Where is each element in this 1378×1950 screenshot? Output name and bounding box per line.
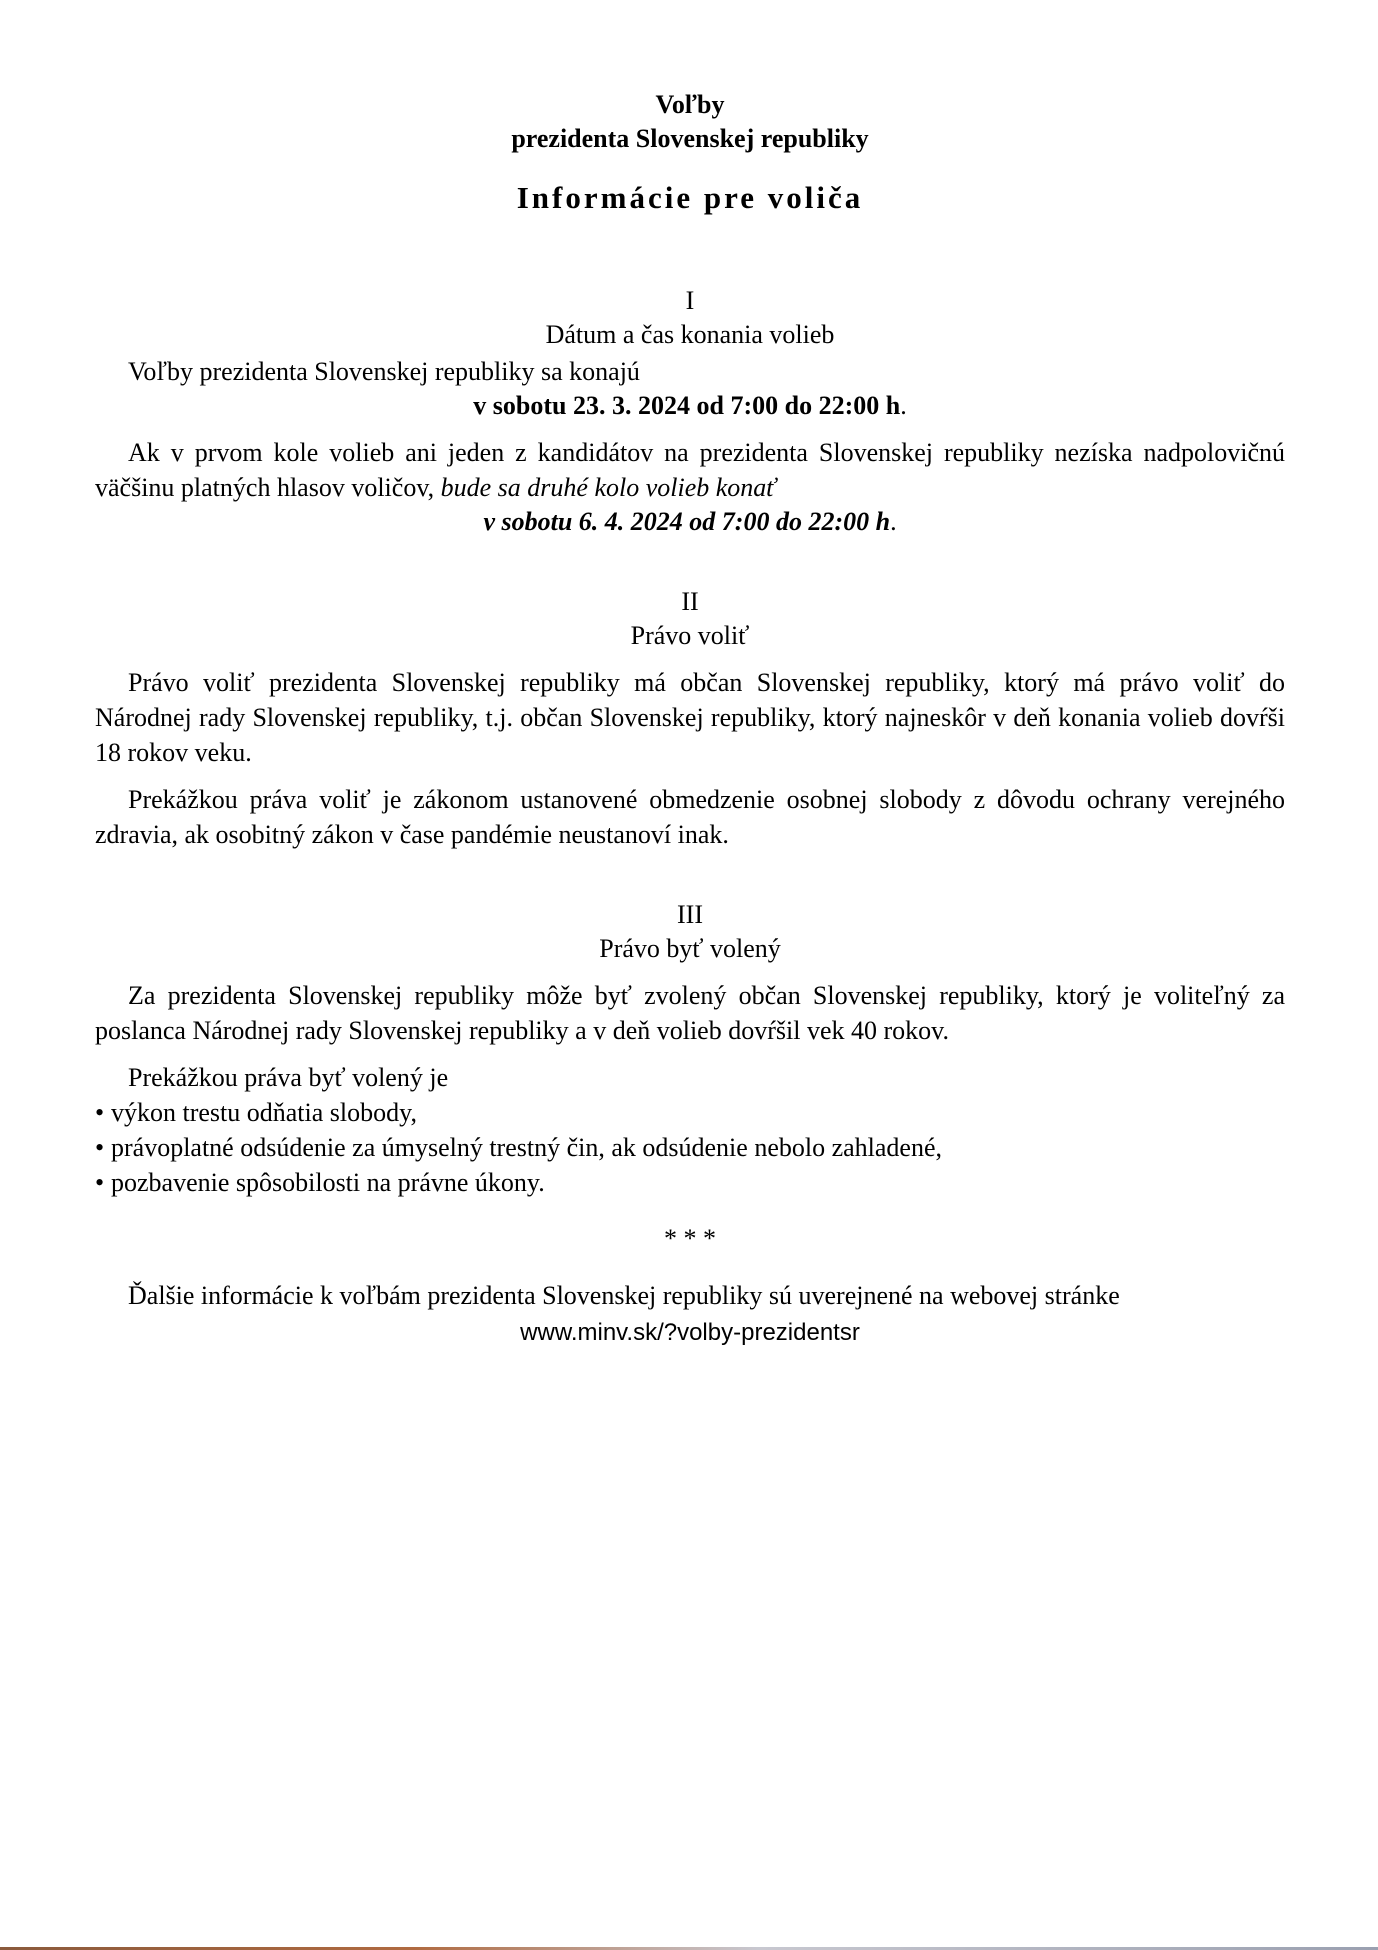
section-2-number: II [681,587,699,616]
separator: * * * [664,1224,716,1253]
website-link[interactable]: www.minv.sk/?volby-prezidentsr [520,1319,860,1346]
disqualification-list [95,1095,1285,1200]
list-item: • pozbavenie spôsobilosti na právne úkony. [95,1165,1285,1200]
section-1-heading: Dátum a čas konania volieb [545,320,835,349]
list-item: • právoplatné odsúdenie za úmyselný trestný čin, ak odsúdenie nebolo zahladené, [95,1130,1285,1165]
section-3-paragraph-1: Za prezidenta Slovenskej republiky môže byť zvolený občan Slovenskej republiky, ktorý je voliteľný za poslanca Národnej rady Slovenskej republiky a v deň volieb dovŕšil vek 40 rokov. [95,981,1285,1045]
section-2-paragraph-2: Prekážkou práva voliť je zákonom ustanovené obmedzenie osobnej slobody z dôvodu ochrany verejného zdravia, ak osobitný zákon v čase pandémie neustanoví inak. [95,785,1285,849]
section-1-date-2: v sobotu 6. 4. 2024 od 7:00 do 22:00 h. [483,507,897,536]
section-3-heading: Právo byť volený [599,934,781,963]
further-info: Ďalšie informácie k voľbám prezidenta Slovenskej republiky sú uverejnené na webovej stránke [128,1281,1120,1310]
section-3-paragraph-2: Prekážkou práva byť volený je [128,1063,449,1092]
section-2-paragraph-1: Právo voliť prezidenta Slovenskej republiky má občan Slovenskej republiky, ktorý má právo voliť do Národnej rady Slovenskej republiky, t.j. občan Slovenskej republiky, ktorý najneskôr v deň konania volieb dovŕši 18 rokov veku. [95,668,1285,767]
section-1-number: I [685,286,695,315]
title-line-2: prezidenta Slovenskej republiky [511,124,869,153]
second-round-date: v sobotu 6. 4. 2024 od 7:00 do 22:00 h [483,507,891,536]
first-round-date: v sobotu 23. 3. 2024 od 7:00 do 22:00 h [473,391,901,420]
title-line-1: Voľby [655,90,725,119]
section-1-paragraph-1: Voľby prezidenta Slovenskej republiky sa konajú [128,357,640,386]
section-1-paragraph-2: Ak v prvom kole volieb ani jeden z kandidátov na prezidenta Slovenskej republiky nezíska nadpolovičnú väčšinu platných hlasov voličov, bude sa druhé kolo volieb konať [95,438,1285,502]
second-round-note: bude sa druhé kolo volieb konať [440,473,776,502]
section-3-number: III [677,900,703,929]
document-subtitle: Informácie pre voliča [516,180,864,215]
section-1 [95,284,1285,539]
section-3 [95,898,1285,1200]
section-2 [95,585,1285,852]
document-title [95,88,1285,156]
document-page [95,88,1285,1349]
section-1-date-1: v sobotu 23. 3. 2024 od 7:00 do 22:00 h. [473,391,907,420]
section-2-heading: Právo voliť [630,621,750,650]
list-item: • výkon trestu odňatia slobody, [95,1095,1285,1130]
